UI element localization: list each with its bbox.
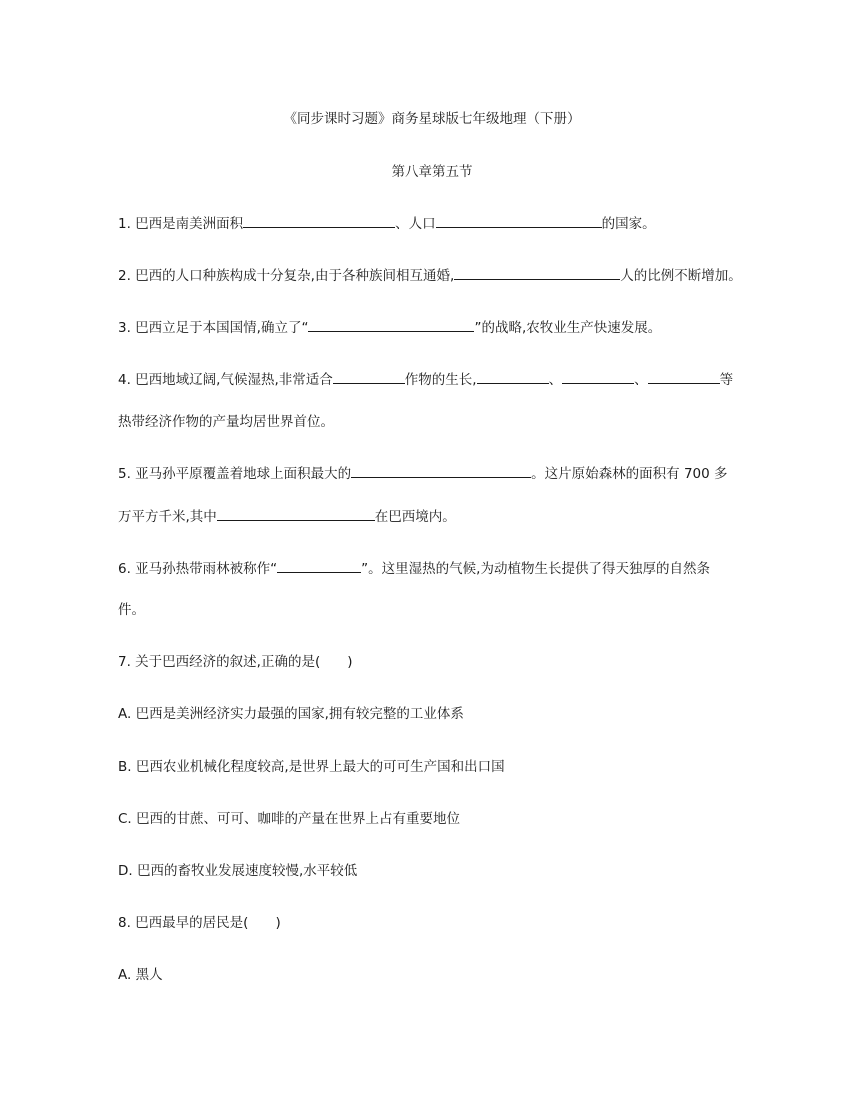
q2-text-a: 2. 巴西的人口种族构成十分复杂,由于各种族间相互通婚,	[118, 268, 455, 284]
q4-blank-3[interactable]	[562, 370, 634, 384]
q4-blank-1[interactable]	[333, 370, 405, 384]
q1-text-a: 1. 巴西是南美洲面积	[118, 216, 244, 232]
q5-text-c: 万平方千米,其中	[118, 509, 217, 525]
q7-option-b[interactable]: B. 巴西农业机械化程度较高,是世界上最大的可可生产国和出口国	[118, 759, 505, 775]
question-4-line-1	[118, 370, 733, 390]
document-title: 《同步课时习题》商务星球版七年级地理（下册）	[283, 111, 581, 127]
q4-text-d: 、	[634, 372, 648, 388]
q3-text-a: 3. 巴西立足于本国国情,确立了“	[118, 320, 309, 336]
q5-blank-2[interactable]	[217, 507, 375, 521]
q4-text-e: 等	[719, 372, 734, 388]
q8-option-a[interactable]: A. 黑人	[118, 967, 163, 983]
q5-text-a: 5. 亚马孙平原覆盖着地球上面积最大的	[118, 466, 352, 482]
q3-blank-1[interactable]	[308, 318, 474, 332]
q4-blank-2[interactable]	[477, 370, 549, 384]
question-3	[118, 318, 661, 338]
question-2	[118, 266, 742, 286]
q6-blank-1[interactable]	[277, 559, 361, 573]
q4-text-a: 4. 巴西地域辽阔,气候湿热,非常适合	[118, 372, 333, 388]
q7-option-d[interactable]: D. 巴西的畜牧业发展速度较慢,水平较低	[118, 863, 358, 879]
q6-text-b: ”。这里湿热的气候,为动植物生长提供了得天独厚的自然条	[361, 561, 710, 577]
q2-text-b: 人的比例不断增加。	[620, 268, 742, 284]
q6-text-a: 6. 亚马孙热带雨林被称作“	[118, 561, 278, 577]
q1-text-c: 的国家。	[601, 216, 656, 232]
q1-blank-1[interactable]	[243, 214, 395, 228]
question-6-line-1	[118, 559, 710, 579]
q4-text-c: 、	[548, 372, 563, 388]
question-6-line-2: 件。	[118, 602, 145, 618]
question-5-line-2	[118, 507, 456, 527]
question-1	[118, 214, 656, 234]
q7-option-c[interactable]: C. 巴西的甘蔗、可可、咖啡的产量在世界上占有重要地位	[118, 811, 461, 827]
q7-option-a[interactable]: A. 巴西是美洲经济实力最强的国家,拥有较完整的工业体系	[118, 706, 464, 722]
question-4-line-2: 热带经济作物的产量均居世界首位。	[118, 414, 334, 430]
q3-text-b: ”的战略,农牧业生产快速发展。	[474, 320, 662, 336]
question-5-line-1	[118, 464, 728, 484]
section-heading: 第八章第五节	[391, 164, 473, 180]
q4-blank-4[interactable]	[648, 370, 720, 384]
q4-text-b: 作物的生长,	[404, 372, 477, 388]
q1-text-b: 、人口	[395, 216, 436, 232]
question-8-stem: 8. 巴西最早的居民是( )	[118, 915, 281, 931]
q1-blank-2[interactable]	[436, 214, 602, 228]
q2-blank-1[interactable]	[454, 266, 620, 280]
q5-text-b: 。这片原始森林的面积有 700 多	[531, 466, 728, 482]
q5-blank-1[interactable]	[351, 464, 531, 478]
q5-text-d: 在巴西境内。	[374, 509, 456, 525]
question-7-stem: 7. 关于巴西经济的叙述,正确的是( )	[118, 654, 353, 670]
